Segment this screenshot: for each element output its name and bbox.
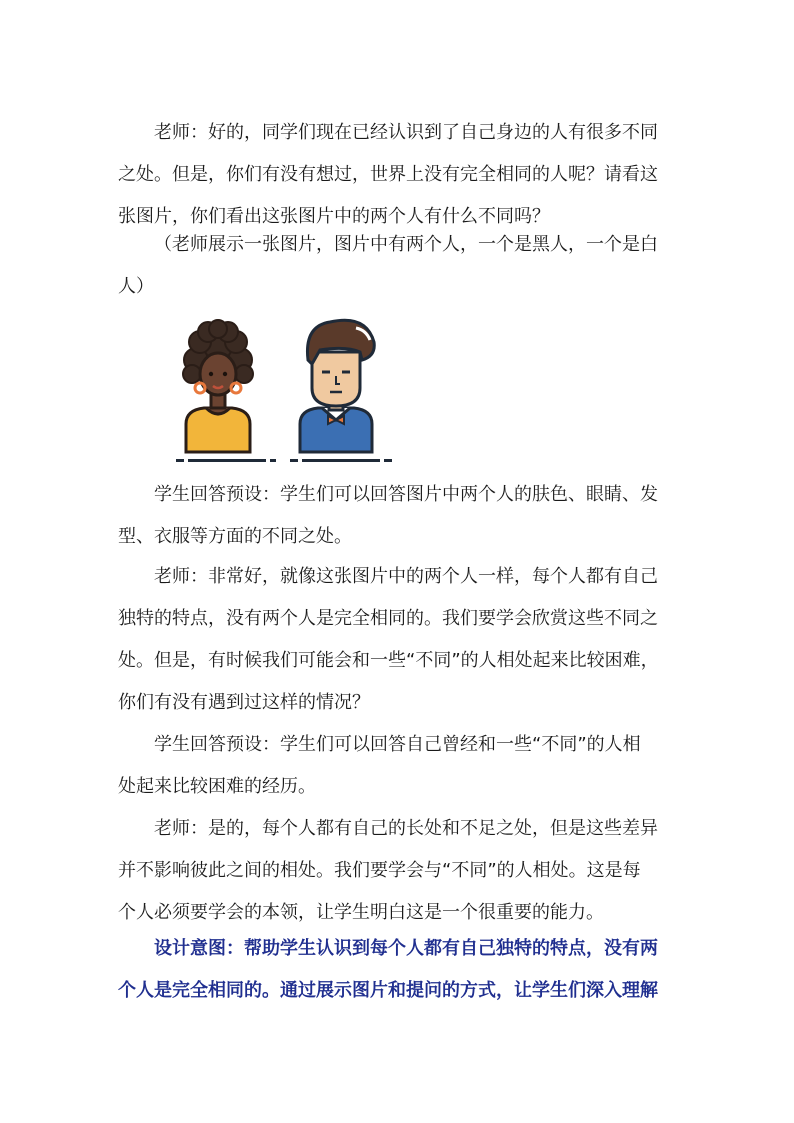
- text-line: 张图片，你们看出这张图片中的两个人有什么不同吗？: [118, 206, 550, 227]
- text-line: 处。但是，有时候我们可能会和一些“不同”的人相处起来比较困难，: [118, 650, 659, 671]
- man-quiff-hair-icon: [300, 320, 374, 452]
- text-line: 个人必须要学会的本领，让学生明白这是一个很重要的能力。: [118, 902, 604, 923]
- student-answer-paragraph-1: [118, 474, 678, 558]
- text-line: 独特的特点，没有两个人是完全相同的。我们要学会欣赏这些不同之: [118, 608, 658, 629]
- text-line: 学生回答预设：学生们可以回答自己曾经和一些“不同”的人相: [154, 734, 641, 755]
- teacher-paragraph-3: [118, 808, 678, 934]
- text-line: 设计意图：帮助学生认识到每个人都有自己独特的特点，没有两: [154, 938, 658, 959]
- teacher-paragraph-1: [118, 112, 678, 238]
- text-line: 老师：非常好，就像这张图片中的两个人一样，每个人都有自己: [154, 566, 658, 587]
- text-line: 学生回答预设：学生们可以回答图片中两个人的肤色、眼睛、发: [154, 484, 658, 505]
- text-line: 之处。但是，你们有没有想过，世界上没有完全相同的人呢？请看这: [118, 164, 658, 185]
- student-answer-paragraph-2: [118, 724, 678, 808]
- woman-curly-hair-icon: [183, 320, 253, 452]
- text-line: 个人是完全相同的。通过展示图片和提问的方式，让学生们深入理解: [118, 980, 658, 1001]
- teacher-paragraph-2: [118, 556, 678, 724]
- text-line: 型、衣服等方面的不同之处。: [118, 526, 352, 547]
- text-line: 处起来比较困难的经历。: [118, 776, 316, 797]
- text-line: 老师：好的，同学们现在已经认识到了自己身边的人有很多不同: [154, 122, 658, 143]
- design-intent-paragraph: [118, 928, 678, 1012]
- stage-direction-paragraph: [118, 224, 678, 308]
- two-people-illustration: [170, 316, 394, 466]
- text-line: （老师展示一张图片，图片中有两个人，一个是黑人，一个是白: [154, 234, 658, 255]
- text-line: 人）: [118, 276, 154, 297]
- text-line: 并不影响彼此之间的相处。我们要学会与“不同”的人相处。这是每: [118, 860, 641, 881]
- ground-dashes: [176, 459, 392, 462]
- text-line: 老师：是的，每个人都有自己的长处和不足之处，但是这些差异: [154, 818, 658, 839]
- text-line: 你们有没有遇到过这样的情况？: [118, 692, 370, 713]
